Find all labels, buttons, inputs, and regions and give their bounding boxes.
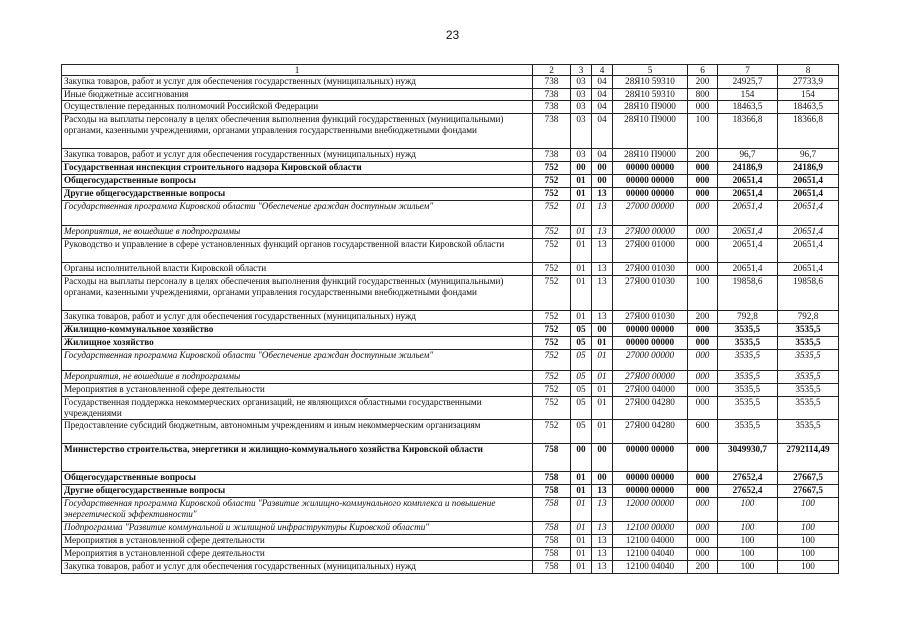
header-cell: 1 [62, 65, 533, 76]
header-row [62, 65, 839, 76]
table-row [62, 89, 839, 101]
row-value-cell: 03 [571, 76, 592, 89]
row-value-cell: 100 [778, 548, 839, 561]
row-name-cell: Мероприятия в установленной сфере деятельности [62, 535, 533, 548]
row-name-cell: Жилищно-коммунальное хозяйство [62, 324, 533, 337]
row-value-cell: 200 [688, 561, 718, 574]
row-value-cell: 13 [592, 276, 613, 311]
row-value-cell: 738 [533, 89, 571, 101]
row-value-cell: 01 [571, 311, 592, 324]
row-value-cell: 13 [592, 535, 613, 548]
row-value-cell: 01 [592, 397, 613, 420]
header-cell: 7 [718, 65, 778, 76]
table-row [62, 324, 839, 337]
row-value-cell: 000 [688, 548, 718, 561]
row-value-cell: 00000 00000 [613, 472, 688, 485]
row-value-cell: 3535,5 [718, 350, 778, 371]
row-value-cell: 3535,5 [718, 337, 778, 350]
row-value-cell: 758 [533, 548, 571, 561]
row-value-cell: 05 [571, 324, 592, 337]
row-value-cell: 28Я10 П9000 [613, 149, 688, 162]
row-value-cell: 000 [688, 498, 718, 522]
row-value-cell: 96,7 [778, 149, 839, 162]
row-value-cell: 01 [571, 548, 592, 561]
row-value-cell: 000 [688, 162, 718, 175]
row-value-cell: 752 [533, 188, 571, 201]
row-value-cell: 758 [533, 472, 571, 485]
table-row [62, 337, 839, 350]
table-row [62, 188, 839, 201]
row-value-cell: 3535,5 [778, 384, 839, 397]
row-value-cell: 752 [533, 350, 571, 371]
row-value-cell: 792,8 [718, 311, 778, 324]
row-value-cell: 24186,9 [778, 162, 839, 175]
row-name-cell: Жилищное хозяйство [62, 337, 533, 350]
row-value-cell: 01 [571, 188, 592, 201]
row-value-cell: 738 [533, 101, 571, 114]
row-value-cell: 18366,8 [778, 114, 839, 149]
row-name-cell: Другие общегосударственные вопросы [62, 188, 533, 201]
table-row [62, 472, 839, 485]
header-cell: 5 [613, 65, 688, 76]
row-value-cell: 00 [592, 472, 613, 485]
row-name-cell: Мероприятия в установленной сфере деятельности [62, 548, 533, 561]
row-value-cell: 28Я10 П9000 [613, 114, 688, 149]
row-name-cell: Закупка товаров, работ и услуг для обеспечения государственных (муниципальных) нужд [62, 311, 533, 324]
row-name-cell: Государственная программа Кировской области "Обеспечение граждан доступным жильем" [62, 350, 533, 371]
row-value-cell: 05 [571, 350, 592, 371]
row-value-cell: 752 [533, 324, 571, 337]
row-value-cell: 3049930,7 [718, 444, 778, 472]
row-value-cell: 20651,4 [778, 175, 839, 188]
row-value-cell: 18366,8 [718, 114, 778, 149]
row-value-cell: 100 [718, 498, 778, 522]
row-value-cell: 738 [533, 76, 571, 89]
row-value-cell: 01 [571, 498, 592, 522]
row-value-cell: 100 [778, 561, 839, 574]
row-value-cell: 752 [533, 239, 571, 263]
table-row [62, 149, 839, 162]
row-value-cell: 3535,5 [778, 371, 839, 384]
table-row [62, 397, 839, 420]
row-value-cell: 000 [688, 226, 718, 239]
row-value-cell: 00 [571, 162, 592, 175]
table-row [62, 371, 839, 384]
row-value-cell: 01 [592, 350, 613, 371]
row-value-cell: 20651,4 [778, 201, 839, 226]
row-value-cell: 03 [571, 89, 592, 101]
row-value-cell: 18463,5 [718, 101, 778, 114]
row-value-cell: 27Я00 01000 [613, 239, 688, 263]
table-row [62, 76, 839, 89]
row-value-cell: 000 [688, 485, 718, 498]
row-value-cell: 3535,5 [718, 371, 778, 384]
row-value-cell: 01 [592, 371, 613, 384]
row-value-cell: 13 [592, 522, 613, 535]
row-value-cell: 752 [533, 311, 571, 324]
row-value-cell: 200 [688, 311, 718, 324]
table-row [62, 420, 839, 444]
table-body [62, 76, 839, 574]
row-value-cell: 752 [533, 226, 571, 239]
row-name-cell: Предоставление субсидий бюджетным, автономным учреждениям и иным некоммерческим организациям [62, 420, 533, 444]
table-row [62, 276, 839, 311]
table-row [62, 498, 839, 522]
row-value-cell: 04 [592, 101, 613, 114]
row-value-cell: 3535,5 [718, 324, 778, 337]
row-value-cell: 12100 04040 [613, 548, 688, 561]
row-value-cell: 752 [533, 337, 571, 350]
row-name-cell: Другие общегосударственные вопросы [62, 485, 533, 498]
row-value-cell: 3535,5 [778, 397, 839, 420]
row-value-cell: 00000 00000 [613, 188, 688, 201]
row-value-cell: 00 [571, 444, 592, 472]
row-value-cell: 96,7 [718, 149, 778, 162]
row-value-cell: 758 [533, 444, 571, 472]
table-row [62, 311, 839, 324]
row-value-cell: 200 [688, 76, 718, 89]
row-value-cell: 01 [592, 337, 613, 350]
row-value-cell: 04 [592, 114, 613, 149]
row-value-cell: 758 [533, 561, 571, 574]
row-value-cell: 000 [688, 522, 718, 535]
row-name-cell: Общегосударственные вопросы [62, 175, 533, 188]
row-value-cell: 28Я10 59310 [613, 89, 688, 101]
row-value-cell: 28Я10 59310 [613, 76, 688, 89]
row-value-cell: 24186,9 [718, 162, 778, 175]
row-value-cell: 000 [688, 350, 718, 371]
row-value-cell: 752 [533, 175, 571, 188]
row-value-cell: 20651,4 [778, 188, 839, 201]
table-row [62, 114, 839, 149]
row-name-cell: Государственная программа Кировской области "Обеспечение граждан доступным жильем" [62, 201, 533, 226]
header-cell: 6 [688, 65, 718, 76]
row-value-cell: 3535,5 [778, 324, 839, 337]
row-value-cell: 752 [533, 263, 571, 276]
row-value-cell: 000 [688, 175, 718, 188]
table-row [62, 101, 839, 114]
row-value-cell: 01 [571, 201, 592, 226]
row-value-cell: 752 [533, 162, 571, 175]
row-value-cell: 00000 00000 [613, 162, 688, 175]
row-value-cell: 12100 04000 [613, 535, 688, 548]
row-value-cell: 13 [592, 188, 613, 201]
row-value-cell: 03 [571, 114, 592, 149]
row-value-cell: 752 [533, 420, 571, 444]
row-value-cell: 05 [571, 384, 592, 397]
row-value-cell: 13 [592, 311, 613, 324]
row-name-cell: Закупка товаров, работ и услуг для обеспечения государственных (муниципальных) нужд [62, 76, 533, 89]
row-value-cell: 27Я00 01030 [613, 311, 688, 324]
row-value-cell: 100 [718, 522, 778, 535]
row-value-cell: 01 [571, 226, 592, 239]
table-row [62, 175, 839, 188]
row-value-cell: 2792114,49 [778, 444, 839, 472]
row-value-cell: 27733,9 [778, 76, 839, 89]
row-value-cell: 100 [688, 114, 718, 149]
row-value-cell: 752 [533, 397, 571, 420]
row-value-cell: 27652,4 [718, 485, 778, 498]
row-value-cell: 3535,5 [778, 420, 839, 444]
row-value-cell: 01 [571, 239, 592, 263]
row-value-cell: 000 [688, 201, 718, 226]
row-value-cell: 13 [592, 485, 613, 498]
row-value-cell: 27652,4 [718, 472, 778, 485]
page-number: 23 [445, 28, 460, 42]
row-value-cell: 20651,4 [718, 226, 778, 239]
row-value-cell: 600 [688, 420, 718, 444]
table-row [62, 561, 839, 574]
row-value-cell: 100 [718, 535, 778, 548]
row-value-cell: 000 [688, 324, 718, 337]
row-value-cell: 000 [688, 444, 718, 472]
row-value-cell: 20651,4 [778, 263, 839, 276]
row-value-cell: 000 [688, 384, 718, 397]
row-name-cell: Закупка товаров, работ и услуг для обеспечения государственных (муниципальных) нужд [62, 561, 533, 574]
row-value-cell: 13 [592, 498, 613, 522]
row-name-cell: Руководство и управление в сфере установленных функций органов государственной власти Кировской области [62, 239, 533, 263]
row-name-cell: Министерство строительства, энергетики и жилищно-коммунального хозяйства Кировской области [62, 444, 533, 472]
row-value-cell: 3535,5 [718, 397, 778, 420]
row-value-cell: 01 [571, 263, 592, 276]
row-value-cell: 19858,6 [718, 276, 778, 311]
row-value-cell: 100 [778, 498, 839, 522]
row-value-cell: 01 [571, 535, 592, 548]
table-row [62, 522, 839, 535]
row-value-cell: 000 [688, 371, 718, 384]
row-value-cell: 100 [718, 561, 778, 574]
row-value-cell: 05 [571, 337, 592, 350]
row-value-cell: 000 [688, 239, 718, 263]
table-row [62, 485, 839, 498]
row-name-cell: Подпрограмма "Развитие коммунальной и жилищной инфраструктуры Кировской области" [62, 522, 533, 535]
row-value-cell: 01 [592, 420, 613, 444]
row-value-cell: 000 [688, 263, 718, 276]
row-value-cell: 000 [688, 101, 718, 114]
table-row [62, 239, 839, 263]
row-value-cell: 3535,5 [778, 350, 839, 371]
table-row [62, 444, 839, 472]
row-value-cell: 3535,5 [778, 337, 839, 350]
row-value-cell: 05 [571, 371, 592, 384]
row-value-cell: 13 [592, 561, 613, 574]
row-value-cell: 04 [592, 76, 613, 89]
row-value-cell: 100 [688, 276, 718, 311]
row-name-cell: Иные бюджетные ассигнования [62, 89, 533, 101]
budget-table [61, 64, 839, 574]
row-value-cell: 04 [592, 149, 613, 162]
row-value-cell: 04 [592, 89, 613, 101]
row-value-cell: 000 [688, 397, 718, 420]
header-cell: 2 [533, 65, 571, 76]
row-value-cell: 05 [571, 420, 592, 444]
row-value-cell: 03 [571, 101, 592, 114]
row-name-cell: Государственная поддержка некоммерческих организаций, не являющихся областными государственными учреждениями [62, 397, 533, 420]
row-value-cell: 758 [533, 485, 571, 498]
row-value-cell: 01 [571, 485, 592, 498]
row-value-cell: 20651,4 [718, 175, 778, 188]
row-value-cell: 3535,5 [718, 420, 778, 444]
row-value-cell: 752 [533, 371, 571, 384]
row-name-cell: Государственная программа Кировской области "Развитие жилищно-коммунального комплекса и повышение энергетической эффективности" [62, 498, 533, 522]
row-value-cell: 27Я00 04280 [613, 397, 688, 420]
table-row [62, 162, 839, 175]
row-value-cell: 00000 00000 [613, 175, 688, 188]
table-row [62, 263, 839, 276]
row-value-cell: 18463,5 [778, 101, 839, 114]
row-value-cell: 12100 04040 [613, 561, 688, 574]
row-value-cell: 00000 00000 [613, 485, 688, 498]
header-cell: 8 [778, 65, 839, 76]
row-value-cell: 20651,4 [778, 239, 839, 263]
row-value-cell: 13 [592, 226, 613, 239]
row-value-cell: 27Я00 04280 [613, 420, 688, 444]
row-value-cell: 13 [592, 239, 613, 263]
row-value-cell: 19858,6 [778, 276, 839, 311]
table-row [62, 350, 839, 371]
row-name-cell: Мероприятия в установленной сфере деятельности [62, 384, 533, 397]
row-value-cell: 758 [533, 535, 571, 548]
table-row [62, 535, 839, 548]
row-value-cell: 01 [571, 472, 592, 485]
row-value-cell: 738 [533, 149, 571, 162]
header-cell: 3 [571, 65, 592, 76]
row-value-cell: 00000 00000 [613, 324, 688, 337]
row-value-cell: 01 [571, 561, 592, 574]
row-name-cell: Расходы на выплаты персоналу в целях обеспечения выполнения функций государственных (муниципальными) органами, казенными учреждениями, органами управления государственными внебюджетными фондами [62, 276, 533, 311]
row-value-cell: 01 [592, 384, 613, 397]
table-row [62, 548, 839, 561]
row-value-cell: 28Я10 П9000 [613, 101, 688, 114]
row-value-cell: 752 [533, 276, 571, 311]
row-name-cell: Закупка товаров, работ и услуг для обеспечения государственных (муниципальных) нужд [62, 149, 533, 162]
row-value-cell: 100 [718, 548, 778, 561]
row-value-cell: 12100 00000 [613, 522, 688, 535]
row-value-cell: 20651,4 [778, 226, 839, 239]
row-value-cell: 00000 00000 [613, 337, 688, 350]
row-value-cell: 01 [571, 276, 592, 311]
row-value-cell: 000 [688, 472, 718, 485]
row-value-cell: 13 [592, 548, 613, 561]
row-value-cell: 20651,4 [718, 188, 778, 201]
row-value-cell: 00 [592, 175, 613, 188]
row-name-cell: Мероприятия, не вошедшие в подпрограммы [62, 226, 533, 239]
table-row [62, 201, 839, 226]
row-value-cell: 200 [688, 149, 718, 162]
row-value-cell: 752 [533, 384, 571, 397]
row-value-cell: 758 [533, 498, 571, 522]
table-row [62, 226, 839, 239]
row-value-cell: 100 [778, 535, 839, 548]
row-value-cell: 05 [571, 397, 592, 420]
row-value-cell: 27667,5 [778, 485, 839, 498]
row-value-cell: 100 [778, 522, 839, 535]
row-name-cell: Осуществление переданных полномочий Российской Федерации [62, 101, 533, 114]
header-cell: 4 [592, 65, 613, 76]
row-value-cell: 13 [592, 201, 613, 226]
row-name-cell: Расходы на выплаты персоналу в целях обеспечения выполнения функций государственных (муниципальными) органами, казенными учреждениями, органами управления государственными внебюджетными фондами [62, 114, 533, 149]
row-value-cell: 00 [592, 162, 613, 175]
row-value-cell: 27667,5 [778, 472, 839, 485]
row-name-cell: Органы исполнительной власти Кировской области [62, 263, 533, 276]
row-value-cell: 00 [592, 324, 613, 337]
row-value-cell: 3535,5 [718, 384, 778, 397]
row-value-cell: 752 [533, 201, 571, 226]
row-value-cell: 154 [718, 89, 778, 101]
row-value-cell: 154 [778, 89, 839, 101]
row-value-cell: 27000 00000 [613, 201, 688, 226]
table-row [62, 384, 839, 397]
row-value-cell: 03 [571, 149, 592, 162]
row-value-cell: 00 [592, 444, 613, 472]
row-value-cell: 27Я00 04000 [613, 384, 688, 397]
row-value-cell: 800 [688, 89, 718, 101]
row-value-cell: 24925,7 [718, 76, 778, 89]
row-value-cell: 20651,4 [718, 201, 778, 226]
row-value-cell: 792,8 [778, 311, 839, 324]
row-value-cell: 738 [533, 114, 571, 149]
row-value-cell: 13 [592, 263, 613, 276]
row-value-cell: 000 [688, 535, 718, 548]
row-value-cell: 01 [571, 175, 592, 188]
row-value-cell: 27Я00 01030 [613, 276, 688, 311]
row-value-cell: 12000 00000 [613, 498, 688, 522]
row-value-cell: 27Я00 01030 [613, 263, 688, 276]
row-value-cell: 20651,4 [718, 239, 778, 263]
row-value-cell: 000 [688, 188, 718, 201]
row-value-cell: 27000 00000 [613, 350, 688, 371]
row-value-cell: 01 [571, 522, 592, 535]
row-value-cell: 27Я00 00000 [613, 226, 688, 239]
row-value-cell: 27Я00 00000 [613, 371, 688, 384]
row-value-cell: 20651,4 [718, 263, 778, 276]
row-name-cell: Мероприятия, не вошедшие в подпрограммы [62, 371, 533, 384]
row-name-cell: Государственная инспекция строительного надзора Кировской области [62, 162, 533, 175]
row-value-cell: 758 [533, 522, 571, 535]
row-name-cell: Общегосударственные вопросы [62, 472, 533, 485]
row-value-cell: 00000 00000 [613, 444, 688, 472]
row-value-cell: 000 [688, 337, 718, 350]
